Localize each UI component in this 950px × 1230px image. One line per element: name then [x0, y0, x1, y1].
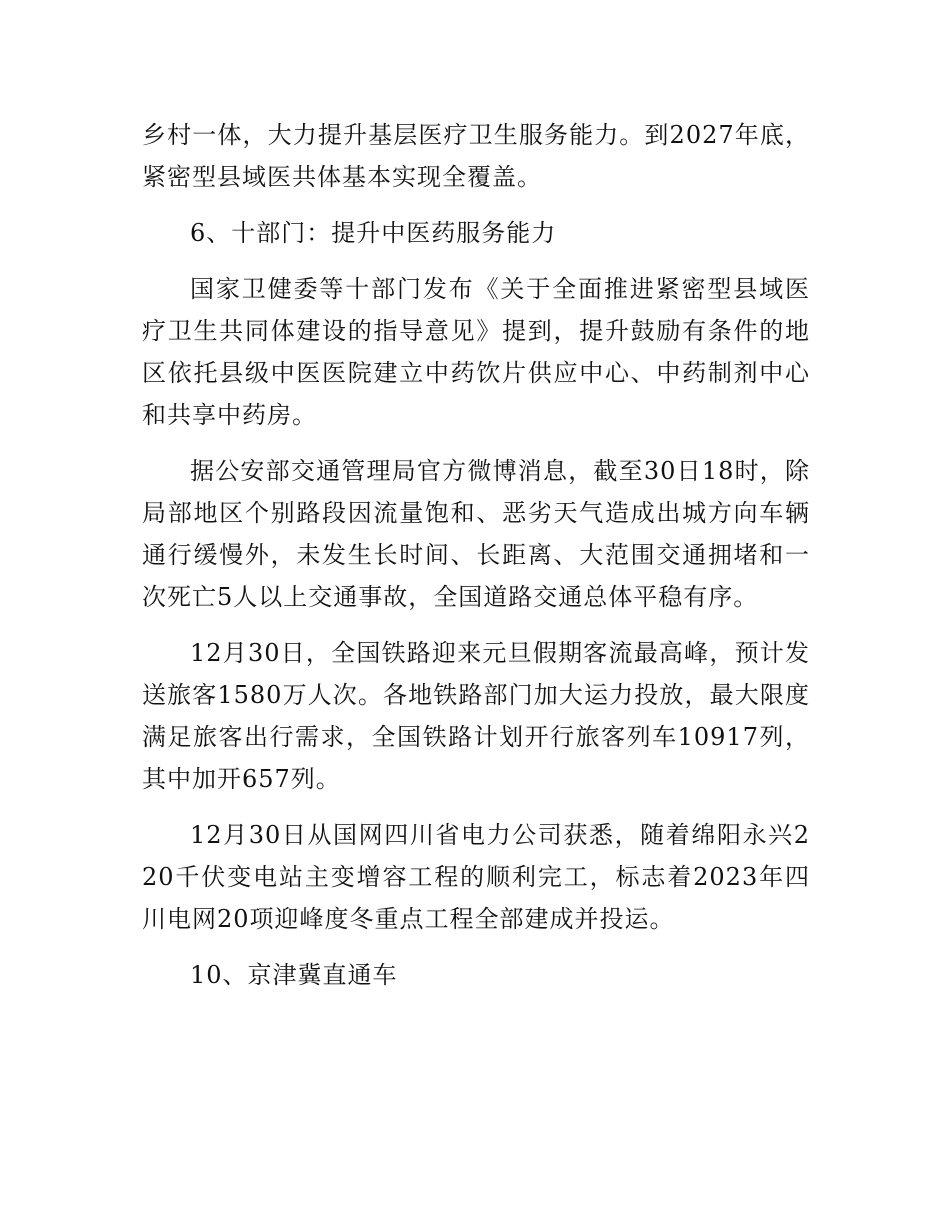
section-heading-10: 10、京津冀直通车	[190, 961, 398, 989]
paragraph-railway-peak: 12月30日，全国铁路迎来元旦假期客流最高峰，预计发送旅客1580万人次。各地铁路部门加大运力投放，最大限度满足旅客出行需求，全国铁路计划开行旅客列车10917列，其中加开657列。	[142, 639, 810, 793]
paragraph-tcm-guidance: 国家卫健委等十部门发布《关于全面推进紧密型县域医疗卫生共同体建设的指导意见》提到，提升鼓励有条件的地区依托县级中医医院建立中药饮片供应中心、中药制剂中心和共享中药房。	[142, 275, 810, 429]
paragraph-continuation: 乡村一体，大力提升基层医疗卫生服务能力。到2027年底，紧密型县域医共体基本实现全覆盖。	[142, 121, 810, 191]
document-body	[142, 114, 810, 1010]
paragraph-traffic-report: 据公安部交通管理局官方微博消息，截至30日18时，除局部地区个别路段因流量饱和、恶劣天气造成出城方向车辆通行缓慢外，未发生长时间、长距离、大范围交通拥堵和一次死亡5人以上交通事故，全国道路交通总体平稳有序。	[142, 457, 810, 611]
section-heading-6: 6、十部门：提升中医药服务能力	[190, 219, 557, 247]
paragraph-sichuan-grid: 12月30日从国网四川省电力公司获悉，随着绵阳永兴220千伏变电站主变增容工程的顺利完工，标志着2023年四川电网20项迎峰度冬重点工程全部建成并投运。	[142, 821, 810, 933]
